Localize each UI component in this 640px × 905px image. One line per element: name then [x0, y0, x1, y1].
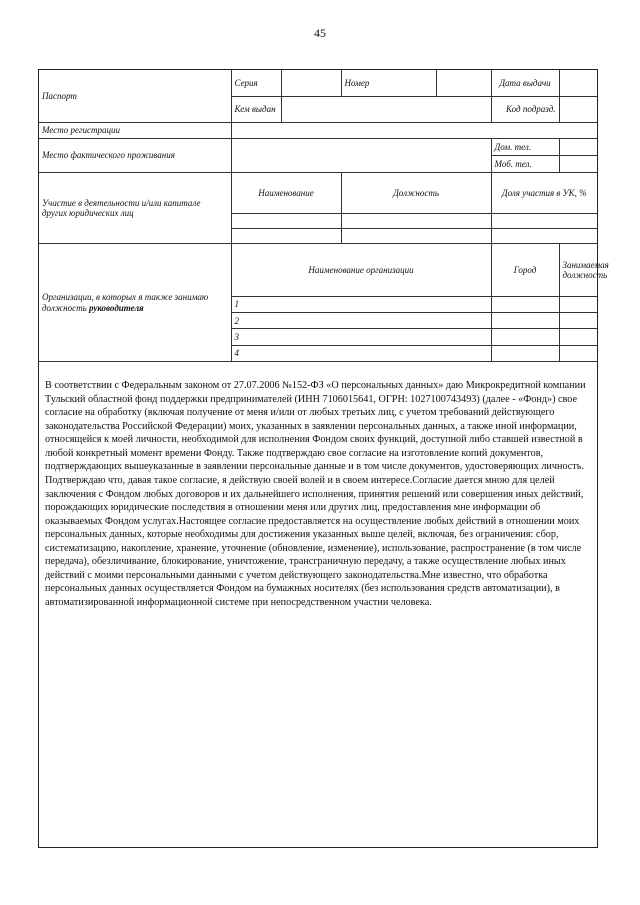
passport-issued-by-field[interactable]	[281, 96, 491, 122]
participation-share-header: Доля участия в УК, %	[491, 173, 597, 214]
residence-label: Место фактического проживания	[39, 138, 231, 173]
org-row-4-position[interactable]	[559, 345, 597, 361]
org-row-1-name[interactable]: 1	[231, 296, 491, 312]
organizations-label-bold: руководителя	[88, 302, 144, 313]
passport-issue-date-field[interactable]	[559, 70, 597, 96]
org-row-2-name[interactable]: 2	[231, 313, 491, 329]
passport-label: Паспорт	[39, 70, 231, 123]
passport-division-code-label: Код подразд.	[491, 96, 559, 122]
participation-row-1-position[interactable]	[341, 213, 491, 228]
org-row-3-position[interactable]	[559, 329, 597, 345]
participation-position-header: Должность	[341, 173, 491, 214]
participation-row-2-name[interactable]	[231, 228, 341, 243]
participation-row-1-share[interactable]	[491, 213, 597, 228]
org-row-4-name[interactable]: 4	[231, 345, 491, 361]
org-row-3-name[interactable]: 3	[231, 329, 491, 345]
participation-row-2-position[interactable]	[341, 228, 491, 243]
org-row-3-city[interactable]	[491, 329, 559, 345]
mobile-phone-field[interactable]	[559, 155, 597, 172]
passport-issued-by-label: Кем выдан	[231, 96, 281, 122]
org-name-header: Наименование организации	[231, 244, 491, 297]
registration-field[interactable]	[231, 123, 597, 138]
passport-division-code-field[interactable]	[559, 96, 597, 122]
personal-data-table	[39, 70, 609, 362]
participation-label: Участие в деятельности и/или капитале других юридических лиц	[39, 173, 231, 244]
org-row-1-position[interactable]	[559, 296, 597, 312]
passport-series-field[interactable]	[281, 70, 341, 96]
passport-number-field[interactable]	[436, 70, 491, 96]
org-row-2-city[interactable]	[491, 313, 559, 329]
passport-series-label: Серия	[231, 70, 281, 96]
passport-issue-date-label: Дата выдачи	[491, 70, 559, 96]
participation-name-header: Наименование	[231, 173, 341, 214]
org-row-4-city[interactable]	[491, 345, 559, 361]
organizations-label-text: Организации, в которых я также занимаю должность	[42, 292, 209, 313]
mobile-phone-label: Моб. тел.	[491, 155, 559, 172]
org-position-header: Занимаемая должность	[559, 244, 597, 297]
participation-row-1-name[interactable]	[231, 213, 341, 228]
residence-field[interactable]	[231, 138, 491, 173]
registration-label: Место регистрации	[39, 123, 231, 138]
home-phone-field[interactable]	[559, 138, 597, 155]
passport-number-label: Номер	[341, 70, 436, 96]
page-number: 45	[314, 26, 326, 40]
org-city-header: Город	[491, 244, 559, 297]
home-phone-label: Дом. тел.	[491, 138, 559, 155]
org-row-1-city[interactable]	[491, 296, 559, 312]
organizations-label	[39, 244, 231, 362]
participation-row-2-share[interactable]	[491, 228, 597, 243]
application-form	[38, 69, 609, 848]
consent-paragraph: В соответствии с Федеральным законом от 27.07.2006 №152-ФЗ «О персональных данных» даю Микрокредитной компании Тульский областной фонд поддержки предпринимателей (ИНН 7106015641, ОГРН: 1027100743493) (далее - «Фонд») свое согласие на обработку (включая получение от меня и/или от любых третьих лиц, с учетом требований действующего законодательства Российской Федерации) моих, указанных в заявлении персональных данных, а также иной информации, относящейся к моей личности, необходимой для исполнения Фондом своих функций, доступной либо ставшей известной в любой конкретный момент времени Фонду. Также подтверждаю свое согласие на изготовление копий документов, подтверждающих вышеуказанные в заявлении персональные данные и в том числе документов, удостоверяющих личность. Подтверждаю что, давая такое согласие, я действую своей волей и в своем интересе.Согласие дается мною для целей заключения с Фондом любых договоров и их дальнейшего исполнения, принятия решений или совершения иных действий, порождающих юридические последствия в отношении меня или других лиц, предоставления мне информации об оказываемых Фондом услугах.Настоящее согласие предоставляется на осуществление любых действий в отношении моих персональных данных, которые необходимы для достижения указанных выше целей, включая, без ограничения: сбор, систематизацию, накопление, хранение, уточнение (обновление, изменение), использование, распространение (в том числе передача), обезличивание, блокирование, уничтожение, трансграничную передачу, а также осуществление любых иных действий с моими персональными данными с учетом действующего законодательства.Мне известно, что обработка персональных данных осуществляется Фондом на бумажных носителях (без использования средств автоматизации), в автоматизированной информационной системе при непосредственном участии человека.	[45, 380, 586, 608]
org-row-2-position[interactable]	[559, 313, 597, 329]
